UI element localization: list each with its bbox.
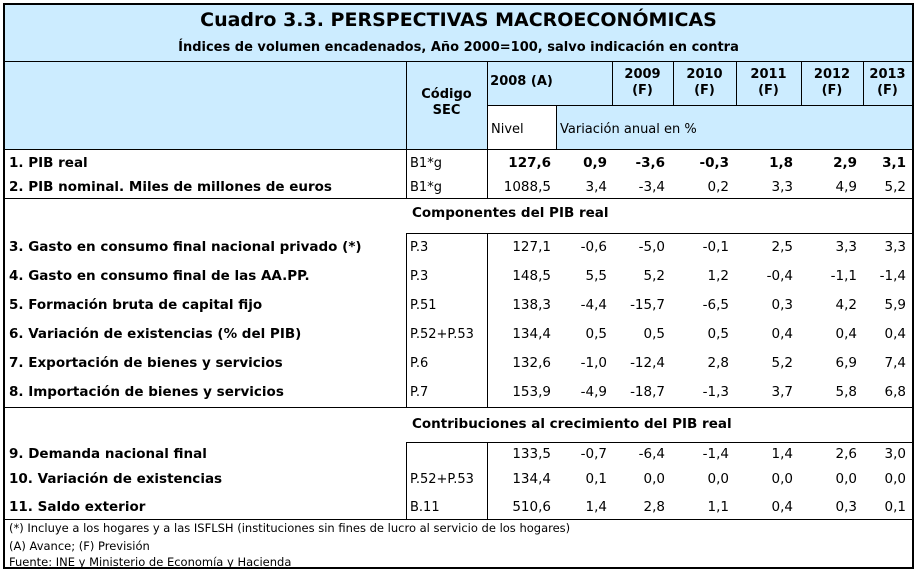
row-value: 2,5 bbox=[771, 239, 793, 255]
row-value: 3,1 bbox=[882, 155, 906, 171]
grid-line bbox=[406, 61, 407, 198]
grid-line bbox=[487, 233, 488, 407]
row-nivel: 127,6 bbox=[508, 155, 551, 171]
row-code: P.52+P.53 bbox=[410, 327, 474, 342]
row-nivel: 1088,5 bbox=[503, 179, 551, 195]
row-value: 1,1 bbox=[707, 499, 729, 515]
row-value: -0,3 bbox=[699, 155, 729, 171]
row-value: -4,9 bbox=[580, 384, 607, 400]
row-value: 0,2 bbox=[707, 179, 729, 195]
row-label: 3. Gasto en consumo final nacional privado (*) bbox=[9, 239, 362, 255]
row-value: 5,9 bbox=[884, 297, 906, 313]
row-value: 0,4 bbox=[771, 326, 793, 342]
row-label: 1. PIB real bbox=[9, 155, 88, 171]
row-label: 9. Demanda nacional final bbox=[9, 446, 207, 462]
row-value: -0,6 bbox=[580, 239, 607, 255]
row-code: B.11 bbox=[410, 500, 440, 515]
row-value: -0,4 bbox=[766, 268, 793, 284]
row-value: 0,3 bbox=[771, 297, 793, 313]
row-value: 3,3 bbox=[835, 239, 857, 255]
header-label-bg bbox=[5, 61, 406, 149]
footnote-asterisk: (*) Incluye a los hogares y a las ISFLSH (instituciones sin fines de lucro al servicio de los hogares) bbox=[9, 521, 571, 535]
grid-line bbox=[5, 198, 912, 199]
grid-line bbox=[612, 61, 613, 105]
row-value: -1,0 bbox=[580, 355, 607, 371]
row-value: 2,9 bbox=[833, 155, 857, 171]
row-code: P.6 bbox=[410, 356, 429, 371]
row-value: 7,4 bbox=[884, 355, 906, 371]
footnote-legend: (A) Avance; (F) Previsión bbox=[9, 539, 150, 553]
header-year-2: 2011 (F) bbox=[750, 67, 787, 98]
grid-line bbox=[487, 105, 912, 106]
row-code: P.52+P.53 bbox=[410, 472, 474, 487]
row-value: -12,4 bbox=[630, 355, 665, 371]
grid-line bbox=[487, 442, 488, 519]
row-value: 2,8 bbox=[707, 355, 729, 371]
grid-line bbox=[801, 61, 802, 105]
header-variacion: Variación anual en % bbox=[560, 122, 697, 137]
row-nivel: 134,4 bbox=[512, 471, 551, 487]
row-value: -1,1 bbox=[830, 268, 857, 284]
row-label: 8. Importación de bienes y servicios bbox=[9, 384, 284, 400]
grid-line bbox=[487, 61, 488, 198]
row-code: P.3 bbox=[410, 240, 429, 255]
grid-line bbox=[406, 233, 912, 234]
header-year-4: 2013 (F) bbox=[869, 67, 906, 98]
grid-line bbox=[5, 519, 912, 520]
grid-line bbox=[736, 61, 737, 105]
row-nivel: 510,6 bbox=[512, 499, 551, 515]
header-year-1: 2010 (F) bbox=[686, 67, 723, 98]
row-nivel: 132,6 bbox=[512, 355, 551, 371]
grid-line bbox=[5, 149, 912, 150]
row-value: 1,4 bbox=[585, 499, 607, 515]
row-label: 7. Exportación de bienes y servicios bbox=[9, 355, 283, 371]
row-value: 0,0 bbox=[643, 471, 665, 487]
row-value: 0,5 bbox=[643, 326, 665, 342]
row-value: 0,4 bbox=[771, 499, 793, 515]
grid-line bbox=[5, 407, 912, 408]
row-value: 5,2 bbox=[643, 268, 665, 284]
row-nivel: 133,5 bbox=[512, 446, 551, 462]
row-value: 0,4 bbox=[884, 326, 906, 342]
row-value: 0,3 bbox=[835, 499, 857, 515]
header-year-3: 2012 (F) bbox=[813, 67, 851, 98]
row-value: 5,2 bbox=[884, 179, 906, 195]
grid-line bbox=[406, 442, 912, 443]
grid-line bbox=[406, 233, 407, 407]
header-codigo: Código SEC bbox=[421, 87, 472, 118]
grid-line bbox=[406, 442, 407, 519]
row-label: 4. Gasto en consumo final de las AA.PP. bbox=[9, 268, 310, 284]
row-value: 1,4 bbox=[771, 446, 793, 462]
row-value: 2,8 bbox=[643, 499, 665, 515]
row-value: 4,9 bbox=[835, 179, 857, 195]
row-label: 11. Saldo exterior bbox=[9, 499, 146, 515]
row-value: 3,3 bbox=[884, 239, 906, 255]
row-value: 0,1 bbox=[884, 499, 906, 515]
row-label: 5. Formación bruta de capital fijo bbox=[9, 297, 263, 313]
row-code: B1*g bbox=[410, 156, 442, 171]
row-value: -6,4 bbox=[638, 446, 665, 462]
row-value: -3,4 bbox=[638, 179, 665, 195]
row-label: 10. Variación de existencias bbox=[9, 471, 223, 487]
row-value: -18,7 bbox=[630, 384, 665, 400]
row-value: -1,3 bbox=[702, 384, 729, 400]
row-value: 0,1 bbox=[585, 471, 607, 487]
grid-line bbox=[673, 61, 674, 105]
row-value: 5,5 bbox=[585, 268, 607, 284]
row-value: 6,8 bbox=[884, 384, 906, 400]
row-value: -0,7 bbox=[580, 446, 607, 462]
footnote-source: Fuente: INE y Ministerio de Economía y Hacienda bbox=[9, 555, 292, 569]
grid-line bbox=[5, 61, 912, 62]
section-contribuciones: Contribuciones al crecimiento del PIB real bbox=[412, 416, 732, 432]
row-value: -5,0 bbox=[638, 239, 665, 255]
row-code: P.51 bbox=[410, 298, 437, 313]
row-label: 2. PIB nominal. Miles de millones de euros bbox=[9, 179, 332, 195]
row-nivel: 134,4 bbox=[512, 326, 551, 342]
row-value: 0,0 bbox=[884, 471, 906, 487]
row-value: 0,9 bbox=[583, 155, 607, 171]
row-value: -3,6 bbox=[635, 155, 665, 171]
row-value: 0,4 bbox=[835, 326, 857, 342]
row-value: 5,8 bbox=[835, 384, 857, 400]
row-value: 3,4 bbox=[585, 179, 607, 195]
row-value: 1,8 bbox=[769, 155, 793, 171]
row-value: 0,0 bbox=[771, 471, 793, 487]
row-value: -15,7 bbox=[630, 297, 665, 313]
row-nivel: 153,9 bbox=[512, 384, 551, 400]
row-code: P.7 bbox=[410, 385, 429, 400]
row-value: 3,0 bbox=[884, 446, 906, 462]
row-value: 0,0 bbox=[835, 471, 857, 487]
row-value: -0,1 bbox=[702, 239, 729, 255]
row-nivel: 138,3 bbox=[512, 297, 551, 313]
row-value: 0,5 bbox=[707, 326, 729, 342]
row-value: -6,5 bbox=[702, 297, 729, 313]
row-value: 3,3 bbox=[771, 179, 793, 195]
row-value: 1,2 bbox=[707, 268, 729, 284]
header-nivel: Nivel bbox=[491, 122, 524, 137]
table-title: Cuadro 3.3. PERSPECTIVAS MACROECONÓMICAS bbox=[200, 9, 717, 31]
section-componentes: Componentes del PIB real bbox=[412, 205, 609, 221]
row-value: 2,6 bbox=[835, 446, 857, 462]
row-value: -1,4 bbox=[879, 268, 906, 284]
row-nivel: 127,1 bbox=[512, 239, 551, 255]
row-value: -4,4 bbox=[580, 297, 607, 313]
row-value: 0,5 bbox=[585, 326, 607, 342]
row-value: 3,7 bbox=[771, 384, 793, 400]
row-value: 5,2 bbox=[771, 355, 793, 371]
grid-line bbox=[556, 105, 557, 149]
macro-outlook-table bbox=[3, 3, 914, 569]
row-code: B1*g bbox=[410, 180, 442, 195]
row-value: 6,9 bbox=[835, 355, 857, 371]
grid-line bbox=[863, 61, 864, 105]
row-value: -1,4 bbox=[702, 446, 729, 462]
header-2008: 2008 (A) bbox=[490, 74, 553, 89]
row-value: 4,2 bbox=[835, 297, 857, 313]
row-code: P.3 bbox=[410, 269, 429, 284]
row-label: 6. Variación de existencias (% del PIB) bbox=[9, 326, 302, 342]
row-value: 0,0 bbox=[707, 471, 729, 487]
row-nivel: 148,5 bbox=[512, 268, 551, 284]
table-subtitle: Índices de volumen encadenados, Año 2000=100, salvo indicación en contra bbox=[178, 40, 739, 55]
header-year-0: 2009 (F) bbox=[624, 67, 661, 98]
